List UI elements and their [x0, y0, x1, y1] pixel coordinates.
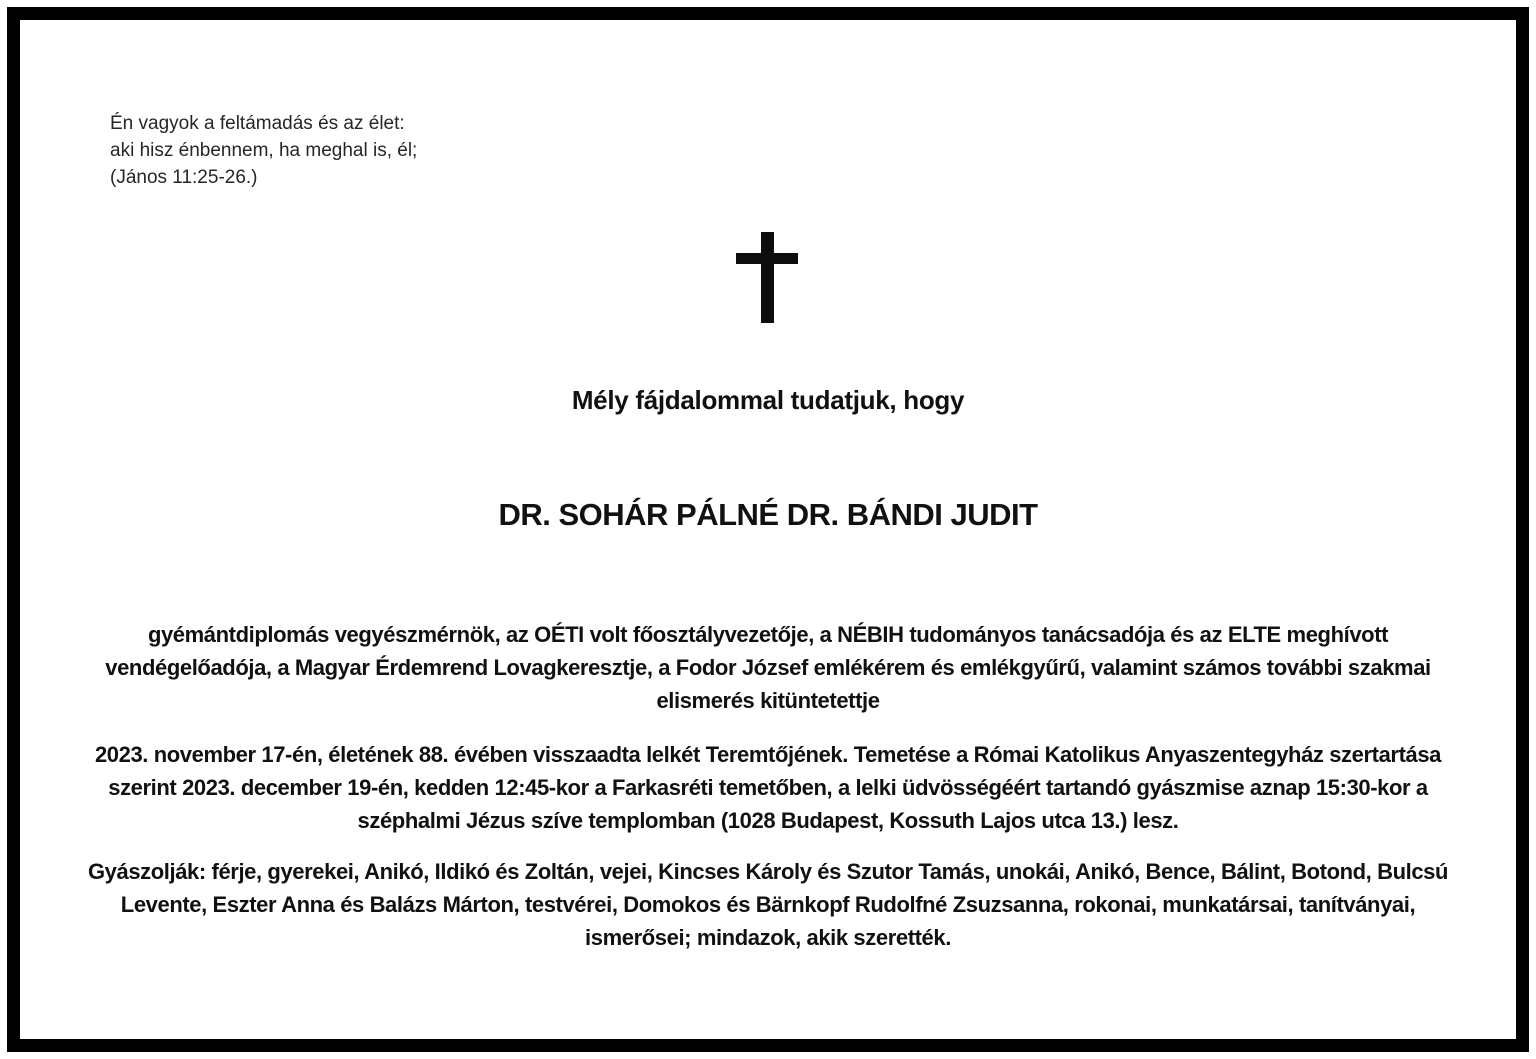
scripture-quote	[110, 110, 417, 191]
quote-line-3: (János 11:25-26.)	[110, 167, 258, 188]
mourners-paragraph: Gyászolják: férje, gyerekei, Anikó, Ildikó és Zoltán, vejei, Kincses Károly és Szutor Tamás, unokái, Anikó, Bence, Bálint, Botond, Bulcsú Levente, Eszter Anna és Balázs Márton, testvérei, Domokos és Bärnkopf Rudolfné Zsuzsanna, rokonai, munkatársai, tanítványai, ismerősei; mindazok, akik szerették.	[87, 859, 1449, 950]
cross-vertical-bar	[761, 232, 774, 323]
cross-horizontal-bar	[736, 253, 798, 264]
funeral-details-paragraph: 2023. november 17-én, életének 88. évében visszaadta lelkét Teremtőjének. Temetése a Római Katolikus Anyaszentegyház szertartása szerint 2023. december 19-én, kedden 12:45-kor a Farkasréti temetőben, a lelki üdvösségéért tartandó gyászmise aznap 15:30-kor a széphalmi Jézus szíve templomban (1028 Budapest, Kossuth Lajos utca 13.) lesz.	[94, 742, 1442, 833]
biography-paragraph: gyémántdiplomás vegyészmérnök, az OÉTI volt főosztályvezetője, a NÉBIH tudományos tanácsadója és az ELTE meghívott vendégelőadója, a Magyar Érdemrend Lovagkeresztje, a Fodor József emlékérem és emlékgyűrű, valamint számos további szakmai elismerés kitüntetettje	[105, 622, 1431, 713]
cross-icon	[20, 232, 1516, 324]
deceased-name: DR. SOHÁR PÁLNÉ DR. BÁNDI JUDIT	[498, 497, 1038, 532]
quote-line-1: Én vagyok a feltámadás és az élet:	[110, 113, 405, 134]
page-border-frame	[7, 7, 1529, 1052]
quote-line-2: aki hisz énbennem, ha meghal is, él;	[110, 140, 418, 161]
announcement-intro: Mély fájdalommal tudatjuk, hogy	[571, 385, 965, 415]
